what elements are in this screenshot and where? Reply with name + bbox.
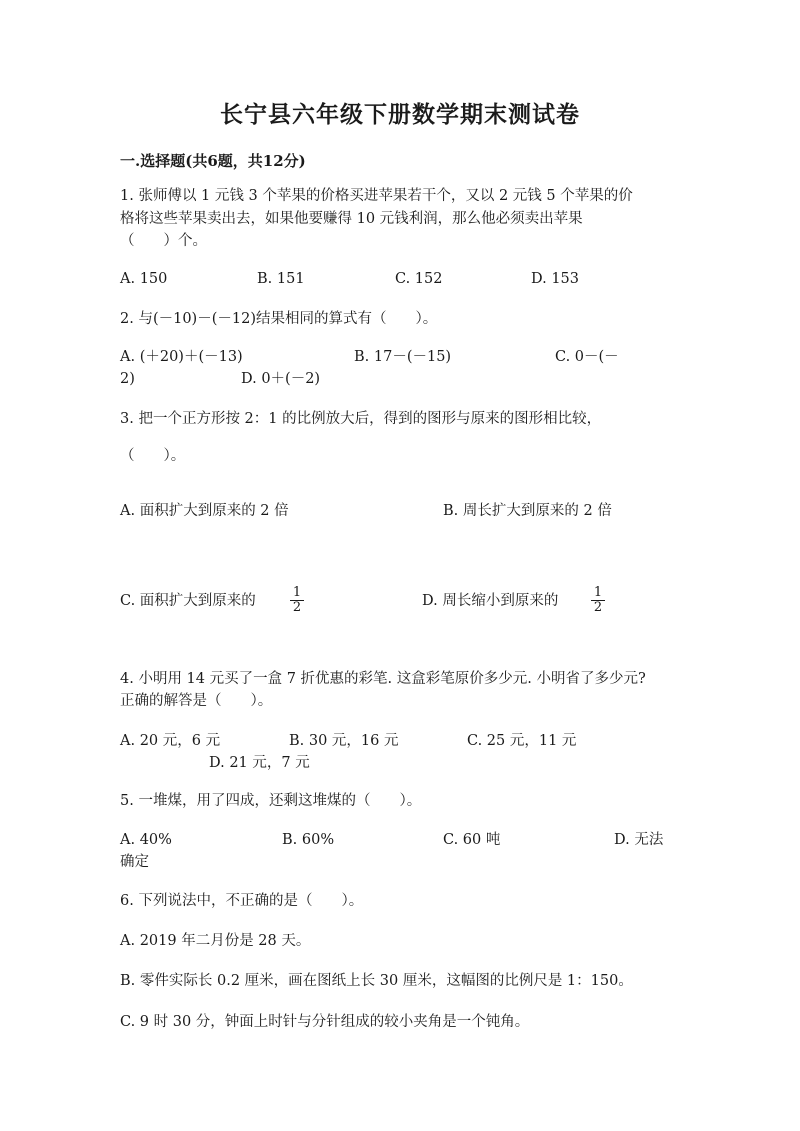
question-5-option-a: A. 40%	[120, 832, 172, 848]
question-2-option-b: B. 17－(－15)	[354, 349, 452, 365]
question-1-line-1: 1. 张师傅以 1 元钱 3 个苹果的价格买进苹果若干个，又以 2 元钱 5 个苹果的价	[120, 188, 633, 204]
page-title: 长宁县六年级下册数学期末测试卷	[220, 101, 580, 128]
question-1-option-b: B. 151	[257, 271, 305, 287]
question-4-line-1: 4. 小明用 14 元买了一盒 7 折优惠的彩笔. 这盒彩笔原价多少元. 小明省了多少元?	[120, 671, 646, 687]
question-4-option-b: B. 30 元，16 元	[289, 733, 399, 749]
question-5-option-d-part-1: D. 无法	[614, 832, 664, 848]
question-4-option-c: C. 25 元，11 元	[467, 733, 577, 749]
question-5-stem: 5. 一堆煤，用了四成，还剩这堆煤的（ ）。	[120, 793, 422, 809]
question-6-stem: 6. 下列说法中，不正确的是（ ）。	[120, 893, 364, 909]
question-1-line-3: （ ）个。	[120, 233, 207, 249]
question-3-stem-blank: （ ）。	[120, 448, 186, 464]
question-4-option-d: D. 21 元，7 元	[209, 755, 310, 771]
question-3-option-b: B. 周长扩大到原来的 2 倍	[443, 503, 612, 519]
question-6-option-b: B. 零件实际长 0.2 厘米，画在图纸上长 30 厘米，这幅图的比例尺是 1：150。	[120, 973, 633, 989]
question-3-option-a: A. 面积扩大到原来的 2 倍	[120, 503, 289, 519]
question-2-option-c-part-1: C. 0－(－	[555, 349, 619, 365]
question-3-option-d: D. 周长缩小到原来的	[422, 593, 559, 609]
question-4-line-2: 正确的解答是（ ）。	[120, 693, 273, 709]
question-2-option-d: D. 0＋(－2)	[241, 371, 321, 387]
question-5-option-c: C. 60 吨	[443, 832, 501, 848]
question-3-option-d-fraction	[591, 586, 605, 615]
question-3-stem: 3. 把一个正方形按 2：1 的比例放大后，得到的图形与原来的图形相比较，	[120, 411, 602, 427]
question-3-option-c: C. 面积扩大到原来的	[120, 593, 256, 609]
question-1-option-a: A. 150	[120, 271, 168, 287]
question-2-option-c-part-2: 2)	[120, 371, 135, 387]
fraction-numerator: 1	[290, 586, 304, 601]
question-4-option-a: A. 20 元，6 元	[120, 733, 221, 749]
question-6-option-c: C. 9 时 30 分，钟面上时针与分针组成的较小夹角是一个钝角。	[120, 1014, 530, 1030]
section-heading: 一.选择题(共6题，共12分)	[120, 152, 306, 170]
fraction-denominator: 2	[292, 600, 302, 615]
question-1-line-2: 格将这些苹果卖出去，如果他要赚得 10 元钱利润，那么他必须卖出苹果	[120, 211, 583, 227]
question-2-stem: 2. 与(－10)－(－12)结果相同的算式有（ ）。	[120, 311, 438, 327]
question-1-option-d: D. 153	[531, 271, 580, 287]
fraction-numerator: 1	[591, 586, 605, 601]
question-2-option-a: A. (＋20)＋(－13)	[120, 349, 243, 365]
question-5-option-d-part-2: 确定	[120, 854, 149, 870]
question-1-option-c: C. 152	[395, 271, 443, 287]
question-3-option-c-fraction	[290, 586, 304, 615]
fraction-denominator: 2	[593, 600, 603, 615]
question-6-option-a: A. 2019 年二月份是 28 天。	[120, 933, 311, 949]
question-5-option-b: B. 60%	[282, 832, 335, 848]
